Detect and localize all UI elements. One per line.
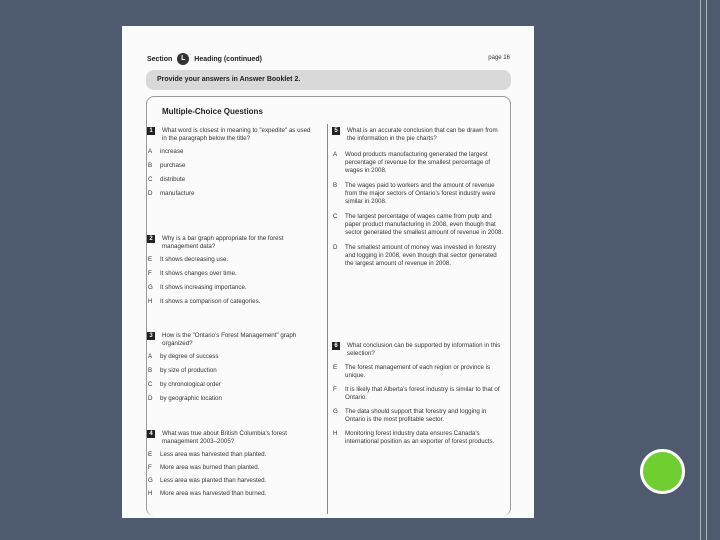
answer-option[interactable]: C by chronological order: [148, 381, 221, 388]
answer-option[interactable]: E The forest management of each region or province is unique.: [333, 364, 491, 379]
answer-option[interactable]: F It shows changes over time.: [148, 270, 237, 277]
column-divider: [327, 124, 328, 514]
answer-option[interactable]: E Less area was harvested than planted.: [148, 451, 267, 458]
section-letter-badge: L: [177, 53, 189, 65]
question-number: 5: [332, 127, 340, 135]
answer-option[interactable]: A increase: [148, 148, 184, 155]
section-header: [147, 53, 262, 65]
question-6: [332, 342, 507, 446]
answer-option[interactable]: D manufacture: [148, 190, 195, 197]
question-3: [147, 332, 317, 403]
green-circle-decoration: [640, 449, 685, 494]
answer-option[interactable]: B The wages paid to workers and the amount of revenue from the major sectors of Ontario's forest industry were similar in 2008.: [333, 182, 496, 205]
answer-option[interactable]: A Wood products manufacturing generated the largest percentage of revenue for the smallest percentage of wages in 2008.: [333, 151, 491, 174]
question-number: 1: [147, 127, 155, 135]
section-heading: Heading (continued): [194, 55, 262, 63]
question-text: Why is a bar graph appropriate for the forest management data?: [162, 235, 284, 250]
question-text: What conclusion can be supported by information in this selection?: [347, 342, 501, 357]
answer-option[interactable]: B by size of production: [148, 367, 217, 374]
instruction-bar: Provide your answers in Answer Booklet 2.: [146, 70, 511, 90]
answer-option[interactable]: H More area was harvested than burned.: [148, 490, 267, 497]
answer-option[interactable]: B purchase: [148, 162, 186, 169]
box-title: Multiple-Choice Questions: [162, 107, 263, 116]
document-page: [122, 26, 534, 518]
question-text: What is an accurate conclusion that can be drawn from the information in the pie charts?: [347, 127, 498, 142]
answer-option[interactable]: D The smallest amount of money was invested in forestry and logging in 2008, even though that sector generated the largest amount of revenue in 2008.: [333, 244, 497, 267]
question-4: [147, 430, 317, 498]
answer-option[interactable]: H Monitoring forest industry data ensures Canada's international position as an exporter of forest products.: [333, 430, 495, 445]
question-number: 2: [147, 235, 155, 243]
answer-option[interactable]: G The data should support that forestry and logging in Ontario is the most profitable sector.: [333, 408, 487, 423]
answer-option[interactable]: A by degree of success: [148, 353, 219, 360]
section-label: Section: [147, 55, 173, 63]
question-1: [147, 127, 317, 198]
answer-option[interactable]: D by geographic location: [148, 395, 222, 402]
answer-option[interactable]: C The largest percentage of wages came from pulp and paper product manufacturing in 2008, even though that sector generated the smallest amount of revenue in 2008.: [333, 213, 504, 236]
question-number: 6: [332, 342, 340, 350]
question-text: What was true about British Columbia's forest management 2003–2005?: [162, 430, 287, 445]
answer-option[interactable]: C distribute: [148, 176, 186, 183]
question-number: 3: [147, 332, 155, 340]
answer-option[interactable]: G Less area was planted than harvested.: [148, 477, 267, 484]
answer-option[interactable]: G It shows increasing importance.: [148, 284, 247, 291]
question-5: [332, 127, 507, 268]
page-number: page 16: [488, 55, 510, 61]
question-text: What word is closest in meaning to "expedite" as used in the paragraph below the title?: [162, 127, 311, 142]
answer-option[interactable]: H It shows a comparison of categories.: [148, 298, 261, 305]
answer-option[interactable]: F It is likely that Alberta's forest industry is similar to that of Ontario.: [333, 386, 500, 401]
question-number: 4: [147, 430, 155, 438]
decorative-edge-lines: [692, 0, 720, 540]
answer-option[interactable]: E It shows decreasing use.: [148, 256, 229, 263]
question-2: [147, 235, 317, 306]
answer-option[interactable]: F More area was burned than planted.: [148, 464, 260, 471]
question-text: How is the "Ontario's Forest Management" graph organized?: [162, 332, 297, 347]
